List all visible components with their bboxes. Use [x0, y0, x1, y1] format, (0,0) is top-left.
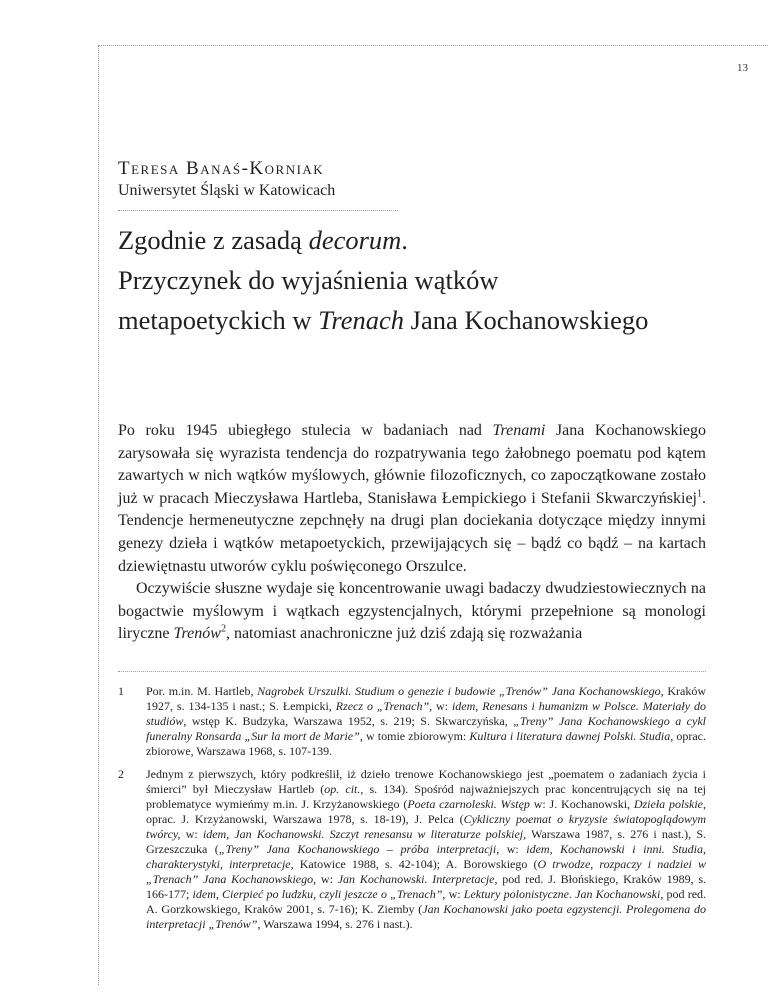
title-line-3: metapoetyckich w Trenach Jana Kochanowskiego [118, 305, 649, 335]
title-separator [118, 210, 398, 211]
article-title [118, 220, 738, 340]
page-number: 13 [737, 62, 748, 74]
body-text [118, 420, 706, 646]
footnote-1 [118, 684, 706, 759]
paragraph-1: Po roku 1945 ubiegłego stulecia w badaniach nad Trenami Jana Kochanowskiego zarysowała się wyrazista tendencja do rozpatrywania tego żałobnego poematu pod kątem zawartych w nich wątków myślowych, głównie filozoficznych, co zapoczątkowane zostało już w pracach Mieczysława Hartleba, Stanisława Łempickiego i Stefanii Skwarczyńskiej$^1$. Tendencje hermeneutyczne zepchnęły na drugi plan dociekania dotyczące między innymi genezy dzieła i wątków metapoetyckich, przewijających się – bądź co bądź – na kartach dziewiętnastu utworów cyklu poświęconego Orszulce. [118, 422, 707, 575]
footnote-2 [118, 767, 706, 932]
footnote-separator [118, 671, 706, 672]
dotted-top-rule [98, 45, 768, 46]
author-affiliation: Uniwersytet Śląski w Katowicach [118, 182, 336, 199]
dotted-margin-rule [98, 45, 99, 985]
footnote-ref-2[interactable]: 2 [220, 624, 226, 636]
footnote-text: Jednym z pierwszych, który podkreślił, iż dzieło trenowe Kochanowskiego jest „poematem o zadaniach życia i śmierci” był Mieczysław Hartleb (op. cit., s. 134). Spośród najważniejszych prac koncentrujących się na tej problematyce wymieńmy m.in. J. Krzyżanowskiego (Poeta czarnoleski. Wstęp w: J. Kochanowski, Dzieła polskie, oprac. J. Krzyżanowski, Warszawa 1978, s. 18-19), J. Pelca (Cykliczny poemat o kryzysie światopoglądowym twórcy, w: idem, Jan Kochanowski. Szczyt renesansu w literaturze polskiej, Warszawa 1987, s. 276 i nast.), S. Grzeszczuka („Treny” Jana Kochanowskiego – próba interpretacji, w: idem, Kochanowski i inni. Studia, charakterystyki, interpretacje, Katowice 1988, s. 42-104); A. Borowskiego (O trwodze, rozpaczy i nadziei w „Trenach” Jana Kochanowskiego, w: Jan Kochanowski. Interpretacje, pod red. J. Błońskiego, Kraków 1989, s. 166-177; idem, Cierpieć po ludzku, czyli jeszcze o „Trenach”, w: Lektury polonistyczne. Jan Kochanowski, pod red. A. Gorzkowskiego, Kraków 2001, s. 7-16); K. Ziemby (Jan Kochanowski jako poeta egzystencji. Prolegomena do interpretacji „Trenów”, Warszawa 1994, s. 276 i nast.). [146, 767, 707, 931]
title-line-1: Zgodnie z zasadą decorum. [118, 225, 408, 255]
title-line-2: Przyczynek do wyjaśnienia wątków [118, 265, 499, 295]
paragraph-2: Oczywiście słuszne wydaje się koncentrowanie uwagi badaczy dwudziestowiecznych na bogactwie myślowym i wątkach egzystencjalnych, którymi przepełnione są monologi liryczne Trenów$^2$, natomiast anachroniczne już dziś zdają się rozważania [118, 580, 706, 643]
footnotes [118, 684, 706, 940]
footnote-ref-1[interactable]: 1 [697, 488, 702, 500]
footnote-number: 2 [118, 767, 124, 781]
footnote-number: 1 [118, 684, 124, 698]
footnote-text: Por. m.in. M. Hartleb, Nagrobek Urszulki. Studium o genezie i budowie „Trenów” Jana Kochanowskiego, Kraków 1927, s. 134-135 i nast.; S. Łempicki, Rzecz o „Trenach”, w: idem, Renesans i humanizm w Polsce. Materiały do studiów, wstęp K. Budzyka, Warszawa 1952, s. 219; S. Skwarczyńska, „Treny” Jana Kochanowskiego a cykl funeralny Ronsarda „Sur la mort de Marie”, w tomie zbiorowym: Kultura i literatura dawnej Polski. Studia, oprac. zbiorowe, Warszawa 1968, s. 107-139. [146, 684, 707, 758]
author-name: Teresa Banaś-Korniak [118, 158, 325, 179]
